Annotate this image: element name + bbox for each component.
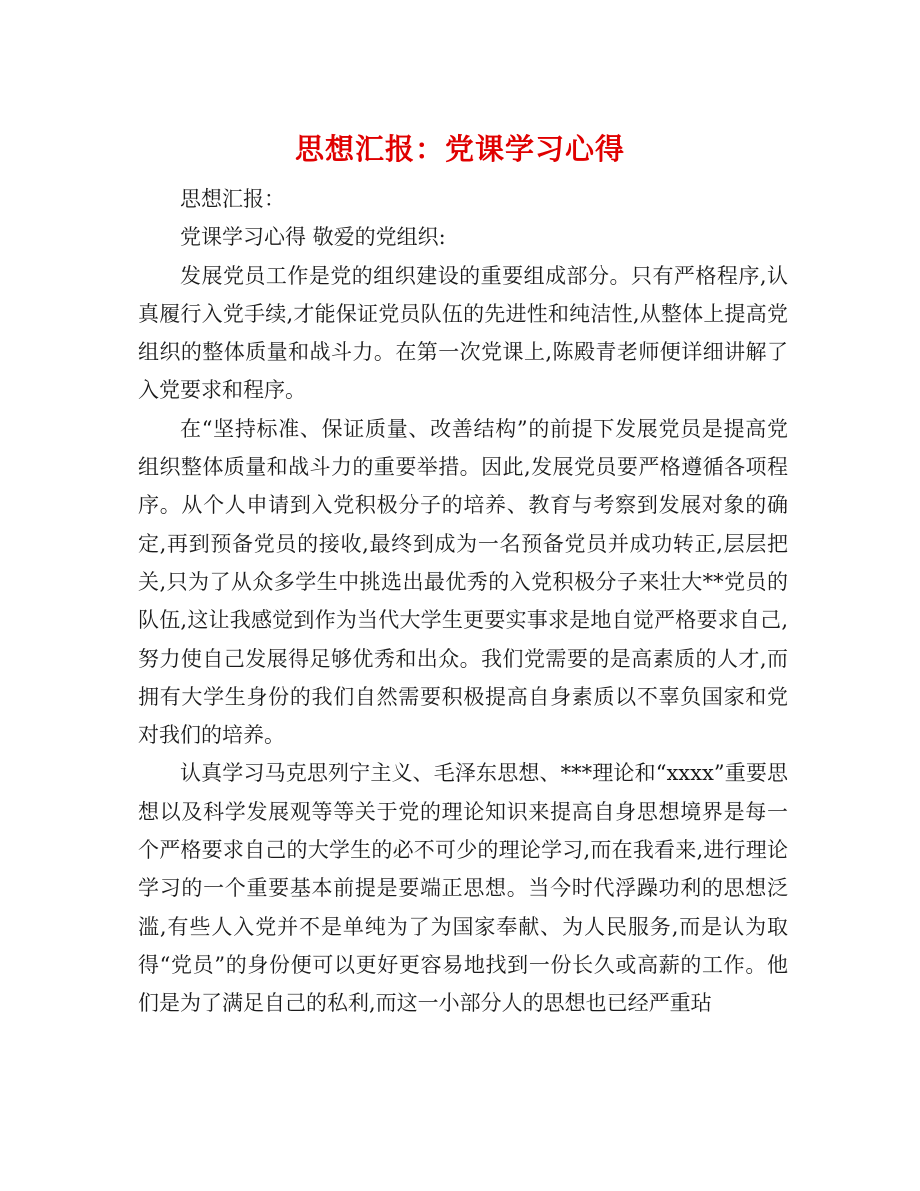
paragraph: 认真学习马克思列宁主义、毛泽东思想、***理论和“xxxx”重要思想以及科学发展观等等关于党的理论知识来提高自身思想境界是每一个严格要求自己的大学生的必不可少的理论学习,而在我看来,进行理论学习的一个重要基本前提是要端正思想。当今时代浮躁功利的思想泛滥,有些人入党并不是单纯为了为国家奉献、为人民服务,而是认为取得“党员”的身份便可以更好更容易地找到一份长久或高薪的工作。他们是为了满足自己的私利,而这一小部分人的思想也已经严重玷 xyxy=(138,761,788,1016)
paragraph: 发展党员工作是党的组织建设的重要组成部分。只有严格程序,认真履行入党手续,才能保证党员队伍的先进性和纯洁性,从整体上提高党组织的整体质量和战斗力。在第一次党课上,陈殿青老师便详细讲解了入党要求和程序。 xyxy=(138,263,788,403)
paragraph: 在“坚持标准、保证质量、改善结构”的前提下发展党员是提高党组织整体质量和战斗力的重要举措。因此,发展党员要严格遵循各项程序。从个人申请到入党积极分子的培养、教育与考察到发展对象的确定,再到预备党员的接收,最终到成为一名预备党员并成功转正,层层把关,只为了从众多学生中挑选出最优秀的入党积极分子来壮大**党员的队伍,这让我感觉到作为当代大学生更要实事求是地自觉严格要求自己,努力使自己发展得足够优秀和出众。我们党需要的是高素质的人才,而拥有大学生身份的我们自然需要积极提高自身素质以不辜负国家和党对我们的培养。 xyxy=(138,416,788,748)
subtitle-line: 党课学习心得 敬爱的党组织: xyxy=(180,225,446,250)
salutation-line: 思想汇报： xyxy=(180,187,285,211)
document-body xyxy=(138,180,788,1023)
document-title: 思想汇报：党课学习心得 xyxy=(294,132,625,167)
